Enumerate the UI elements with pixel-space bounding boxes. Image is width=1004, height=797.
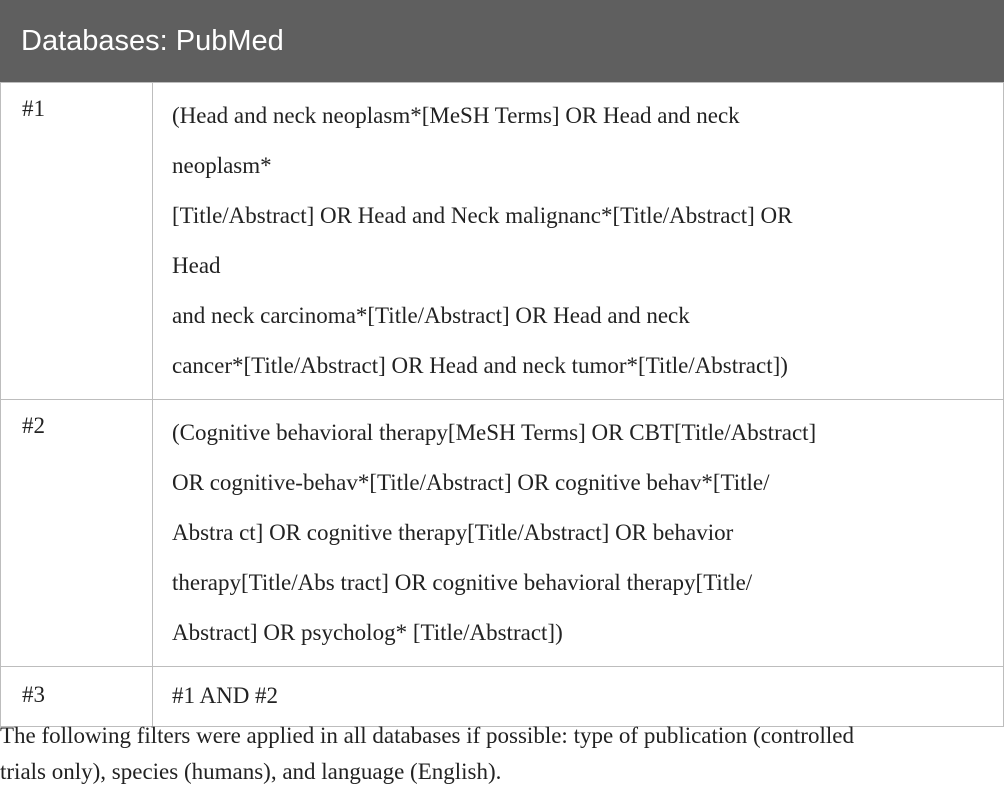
table-row (1, 400, 1004, 667)
query-line: OR cognitive-behav*[Title/Abstract] OR cognitive behav*[Title/ (172, 470, 770, 495)
query-line: Abstra ct] OR cognitive therapy[Title/Abstract] OR behavior (172, 520, 734, 545)
query-line: [Title/Abstract] OR Head and Neck malignanc*[Title/Abstract] OR (172, 203, 793, 228)
row-query (153, 400, 1004, 667)
query-line: and neck carcinoma*[Title/Abstract] OR Head and neck (172, 303, 690, 328)
table-row (1, 83, 1004, 400)
table-footnote (0, 718, 1004, 790)
query-line: Head (172, 253, 221, 278)
query-line: #1 AND #2 (172, 683, 279, 708)
table-header (0, 0, 1004, 82)
query-line: Abstract] OR psycholog* [Title/Abstract]) (172, 620, 563, 645)
query-table (0, 82, 1004, 727)
table-title: Databases: PubMed (21, 24, 284, 57)
footnote-line: trials only), species (humans), and language (English). (0, 759, 502, 784)
query-line: therapy[Title/Abs tract] OR cognitive behavioral therapy[Title/ (172, 570, 753, 595)
query-line: neoplasm* (172, 153, 272, 178)
footnote-line: The following filters were applied in all databases if possible: type of publication (controlled (0, 723, 854, 748)
row-id: #2 (1, 400, 153, 667)
row-query (153, 83, 1004, 400)
query-line: cancer*[Title/Abstract] OR Head and neck tumor*[Title/Abstract]) (172, 353, 788, 378)
row-id: #3 (1, 667, 153, 727)
query-line: (Cognitive behavioral therapy[MeSH Terms] OR CBT[Title/Abstract] (172, 420, 817, 445)
query-line: (Head and neck neoplasm*[MeSH Terms] OR Head and neck (172, 103, 740, 128)
row-id: #1 (1, 83, 153, 400)
